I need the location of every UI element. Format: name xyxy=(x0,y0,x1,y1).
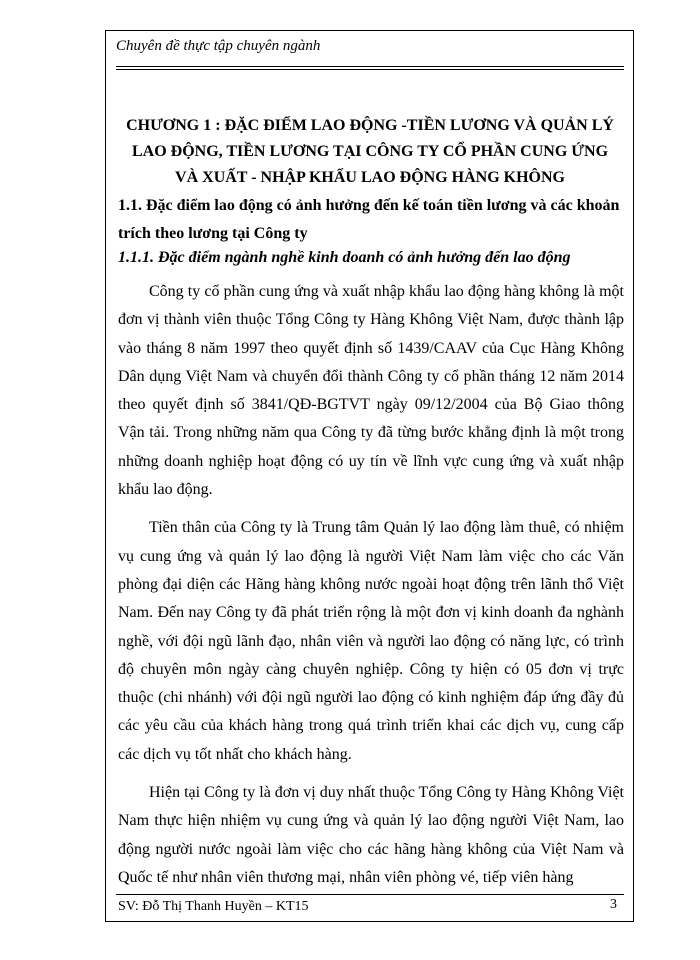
paragraph-1: Công ty cổ phần cung ứng và xuất nhập khẩu lao động hàng không là một đơn vị thành viên thuộc Tổng Công ty Hàng Không Việt Nam, được thành lập vào tháng 8 năm 1997 theo quyết định số 1439/CAAV của Cục Hàng Không Dân dụng Việt Nam và chuyển đổi thành Công ty cổ phần tháng 12 năm 2014 theo quyết định số 3841/QĐ-BGTVT ngày 09/12/2004 của Bộ Giao thông Vận tải. Trong những năm qua Công ty đã từng bước khẳng định là một trong những doanh nghiệp hoạt động có uy tín về lĩnh vực cung ứng và xuất nhập khẩu lao động. xyxy=(118,283,624,499)
paragraph-2: Tiền thân của Công ty là Trung tâm Quản lý lao động làm thuê, có nhiệm vụ cung ứng và quản lý lao động là người Việt Nam làm việc cho các Văn phòng đại diện các Hãng hàng không nước ngoài hoạt động trên lãnh thổ Việt Nam. Đến nay Công ty đã phát triển rộng là một đơn vị kinh doanh đa nghành nghề, với đội ngũ lãnh đạo, nhân viên và người lao động có năng lực, có trình độ chuyên môn ngày càng chuyên nghiệp. Công ty hiện có 05 đơn vị trực thuộc (chi nhánh) với đội ngũ người lao động có kinh nghiệm đáp ứng đầy đủ các yêu cầu của khách hàng trong quá trình triển khai các dịch vụ, cung cấp các dịch vụ tốt nhất cho khách hàng. xyxy=(118,519,624,763)
page-number: 3 xyxy=(610,897,617,912)
chapter-title-line-1: CHƯƠNG 1 : ĐẶC ĐIỂM LAO ĐỘNG -TIỀN LƯƠNG VÀ QUẢN LÝ xyxy=(126,117,614,134)
header-rule xyxy=(116,66,624,67)
section-heading-1-1-1: 1.1.1. Đặc điểm ngành nghề kinh doanh có ảnh hưởng đến lao động xyxy=(118,249,571,266)
running-header: Chuyên đề thực tập chuyên ngành xyxy=(116,38,321,54)
footer-author: SV: Đỗ Thị Thanh Huyền – KT15 xyxy=(118,899,309,914)
footer-rule xyxy=(116,894,624,895)
chapter-title-line-2: LAO ĐỘNG, TIỀN LƯƠNG TẠI CÔNG TY CỔ PHẦN CUNG ỨNG xyxy=(131,143,609,160)
chapter-title xyxy=(116,113,624,191)
header-rule-double xyxy=(116,69,624,70)
body-text xyxy=(118,278,624,902)
paragraph-3: Hiện tại Công ty là đơn vị duy nhất thuộc Tổng Công ty Hàng Không Việt Nam thực hiện nhiệm vụ cung ứng và quản lý lao động người Việt Nam, lao động người nước ngoài làm việc cho các hãng hàng không của Việt Nam và Quốc tế như nhân viên thương mại, nhân viên phòng vé, tiếp viên hàng xyxy=(118,784,624,886)
section-heading-1-1: 1.1. Đặc điểm lao động có ảnh hưởng đến kế toán tiền lương và các khoản trích theo lương tại Công ty xyxy=(118,197,620,242)
chapter-title-line-3: VÀ XUẤT - NHẬP KHẨU LAO ĐỘNG HÀNG KHÔNG xyxy=(175,169,565,186)
